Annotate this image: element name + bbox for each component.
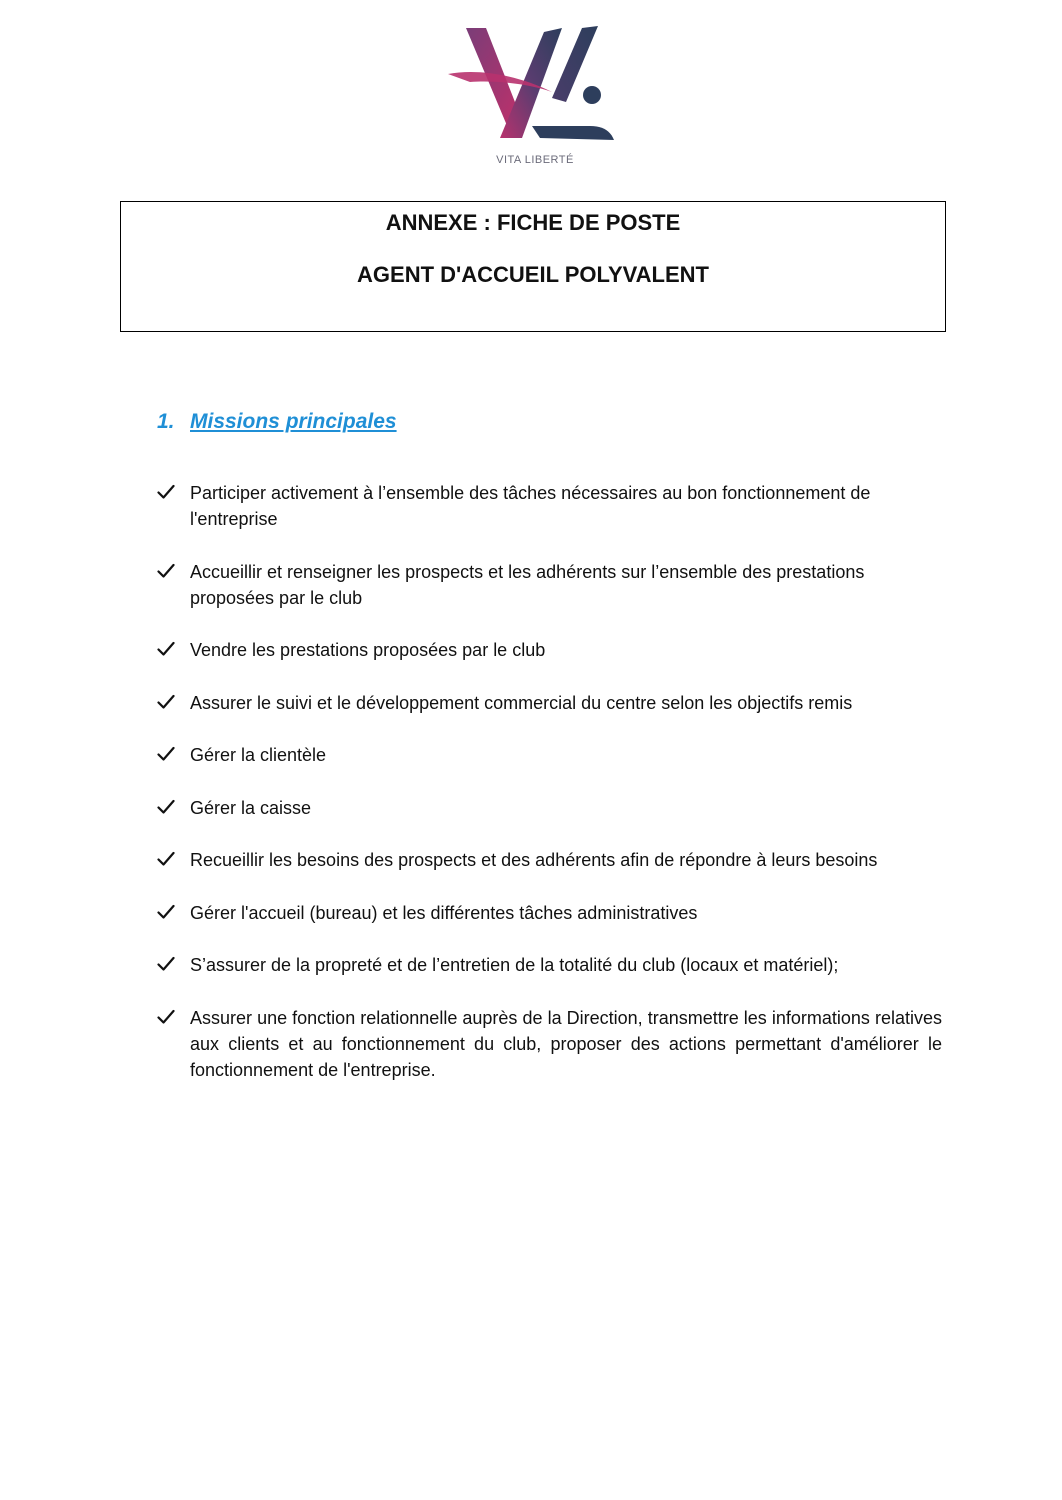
list-item <box>157 795 942 821</box>
checkmark-icon <box>157 563 175 579</box>
checkmark-icon <box>157 1009 175 1025</box>
job-title: AGENT D'ACCUEIL POLYVALENT <box>357 262 709 287</box>
checkmark-icon <box>157 484 175 500</box>
checkmark-icon <box>157 746 175 762</box>
mission-text: Vendre les prestations proposées par le club <box>190 640 546 660</box>
section-number: 1. <box>157 410 175 433</box>
list-item <box>157 900 942 926</box>
list-item <box>157 952 942 978</box>
checkmark-icon <box>157 641 175 657</box>
logo-wordmark: VITA LIBERTÉ <box>496 154 574 166</box>
mission-text: Assurer une fonction relationnelle auprès de la Direction, transmettre les informations relatives aux clients et au fonctionnement du club, proposer des actions permettant d'améliorer le fonctionnement de l'entreprise. <box>190 1007 942 1080</box>
mission-text: Participer activement à l’ensemble des tâches nécessaires au bon fonctionnement de l'entreprise <box>190 483 871 529</box>
section-title: Missions principales <box>190 410 397 433</box>
list-item <box>157 690 942 716</box>
mission-text: Gérer l'accueil (bureau) et les différentes tâches administratives <box>190 902 698 923</box>
mission-text: S’assurer de la propreté et de l’entretien de la totalité du club (locaux et matériel); <box>190 955 839 975</box>
document-title: ANNEXE : FICHE DE POSTE <box>385 210 681 235</box>
title-box <box>120 201 946 332</box>
checkmark-icon <box>157 956 175 972</box>
mission-text: Gérer la caisse <box>190 797 312 818</box>
list-item <box>157 1005 942 1083</box>
list-item <box>157 480 942 532</box>
mission-text: Assurer le suivi et le développement commercial du centre selon les objectifs remis <box>190 692 853 713</box>
checkmark-icon <box>157 851 175 867</box>
list-item <box>157 637 942 663</box>
mission-text: Gérer la clientèle <box>190 745 327 765</box>
missions-list <box>157 480 942 1109</box>
checkmark-icon <box>157 694 175 710</box>
checkmark-icon <box>157 799 175 815</box>
checkmark-icon <box>157 904 175 920</box>
mission-text: Recueillir les besoins des prospects et des adhérents afin de répondre à leurs besoins <box>190 850 878 870</box>
mission-text: Accueillir et renseigner les prospects et les adhérents sur l’ensemble des prestations proposées par le club <box>190 561 865 608</box>
company-logo <box>440 20 630 170</box>
list-item <box>157 847 942 873</box>
section-heading <box>157 410 397 434</box>
list-item <box>157 742 942 768</box>
vita-liberte-logo-icon <box>440 20 630 152</box>
list-item <box>157 559 942 611</box>
